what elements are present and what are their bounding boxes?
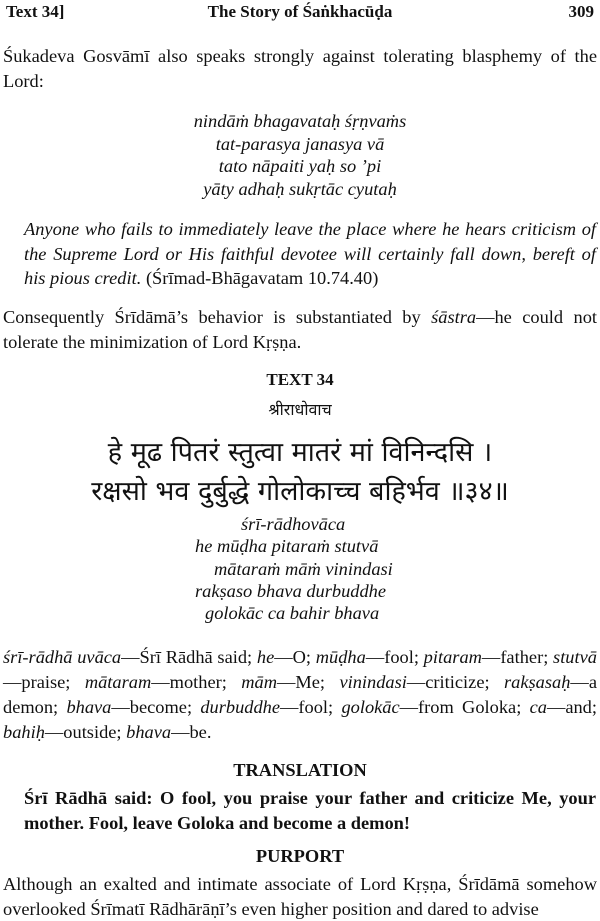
synonym-meaning: —praise; [3, 672, 85, 692]
synonym-word: mūḍha [315, 647, 366, 667]
synonym-word: ca [529, 697, 547, 717]
synonym-word: golokāc [341, 697, 400, 717]
synonym-word: bhava [126, 722, 172, 742]
transliteration-line: mātaraṁ māṁ vinindasi [214, 558, 393, 579]
transliteration-line: śrī-rādhovāca [241, 514, 346, 534]
synonym-word: vinindasi [339, 672, 407, 692]
purport-text: Although an exalted and intimate associate of Lord Kṛṣṇa, Śrīdāmā somehow overlooked Śrīmatī Rādhārāṇī’s even higher position and dared to advise [3, 874, 597, 919]
transliteration [195, 513, 575, 624]
synonym-meaning: —and; [546, 697, 597, 717]
sanskrit-line: रक्षसो भव दुर्बुद्धे गोलोकाच्च बहिर्भव ॥३४॥ [91, 476, 509, 507]
transliteration-line: rakṣaso bhava durbuddhe [195, 580, 387, 601]
synonym-meaning: —mother; [151, 672, 242, 692]
sanskrit-line: हे मूढ पितरं स्तुत्वा मातरं मां विनिन्दसि । [107, 437, 493, 468]
synonym-word: mātaram [84, 672, 152, 692]
synonym-meaning: —outside; [44, 722, 127, 742]
synonym-meaning: —be. [171, 722, 212, 742]
quoted-verse [0, 110, 600, 200]
quoted-verse-line: tato nāpaiti yaḥ so ’pi [218, 156, 382, 176]
page-number: 309 [568, 2, 594, 21]
synonym-meaning: —criticize; [406, 672, 504, 692]
synonym-word: bhava [66, 697, 112, 717]
synonym-word: śrī-rādhā uvāca [3, 647, 122, 667]
synonym-word: rakṣasaḥ [504, 672, 571, 692]
consequence-paragraph [3, 305, 597, 354]
translation-heading: TRANSLATION [233, 760, 367, 780]
synonym-word: bahiḥ [3, 722, 45, 742]
synonym-meaning: —fool; [280, 697, 342, 717]
consequence-text-before: Consequently Śrīdāmā’s behavior is substantiated by [3, 307, 432, 327]
synonym-meaning: —father; [481, 647, 554, 667]
synonym-meaning: —O; [274, 647, 316, 667]
quoted-translation-text: Anyone who fails to immediately leave the place where he hears criticism of the Supreme Lord or His faithful devotee will certainly fall down, bereft of his pious credit. [24, 219, 596, 288]
synonym-word: he [256, 647, 275, 667]
word-for-word-synonyms [3, 645, 597, 745]
synonym-word: mām [241, 672, 278, 692]
synonym-meaning: —become; [111, 697, 201, 717]
synonym-meaning: —Śrī Rādhā said; [121, 647, 257, 667]
synonym-meaning: —Me; [277, 672, 340, 692]
running-header [6, 2, 594, 26]
quoted-verse-line: tat-parasya janasya vā [215, 133, 385, 154]
purport-heading: PURPORT [255, 846, 345, 866]
quoted-translation-citation: (Śrīmad-Bhāgavatam 10.74.40) [145, 268, 379, 288]
transliteration-line: he mūḍha pitaraṁ stutvā [195, 536, 379, 557]
synonym-meaning: —a demon; [3, 672, 597, 717]
transliteration-line: golokāc ca bahir bhava [205, 603, 380, 624]
quoted-verse-translation [24, 217, 596, 291]
synonym-word: stutvā [553, 647, 597, 667]
consequence-text-after: —he could not tolerate the minimization of Lord Kṛṣṇa. [3, 307, 597, 352]
consequence-italic-term: śāstra [431, 307, 477, 327]
quoted-verse-line: nindāṁ bhagavataḥ śṛṇvaṁs [193, 111, 407, 131]
synonym-word: pitaram [423, 647, 482, 667]
speaker-devanagari: श्रीराधोवाच [268, 402, 332, 419]
header-text-reference: Text 34] [6, 2, 65, 21]
synonym-word: durbuddhe [200, 697, 281, 717]
quoted-verse-line: yāty adhaḥ sukṛtāc cyutaḥ [203, 178, 397, 199]
translation-text: Śrī Rādhā said: O fool, you praise your father and criticize Me, your mother. Fool, leave Goloka and become a demon! [24, 788, 596, 833]
header-chapter-title: The Story of Śaṅkhacūḍa [207, 2, 393, 21]
synonym-meaning: —fool; [365, 647, 424, 667]
intro-paragraph: Śukadeva Gosvāmī also speaks strongly against tolerating blasphemy of the Lord: [3, 46, 597, 91]
text-number-heading: TEXT 34 [266, 370, 334, 389]
synonym-meaning: —from Goloka; [399, 697, 530, 717]
